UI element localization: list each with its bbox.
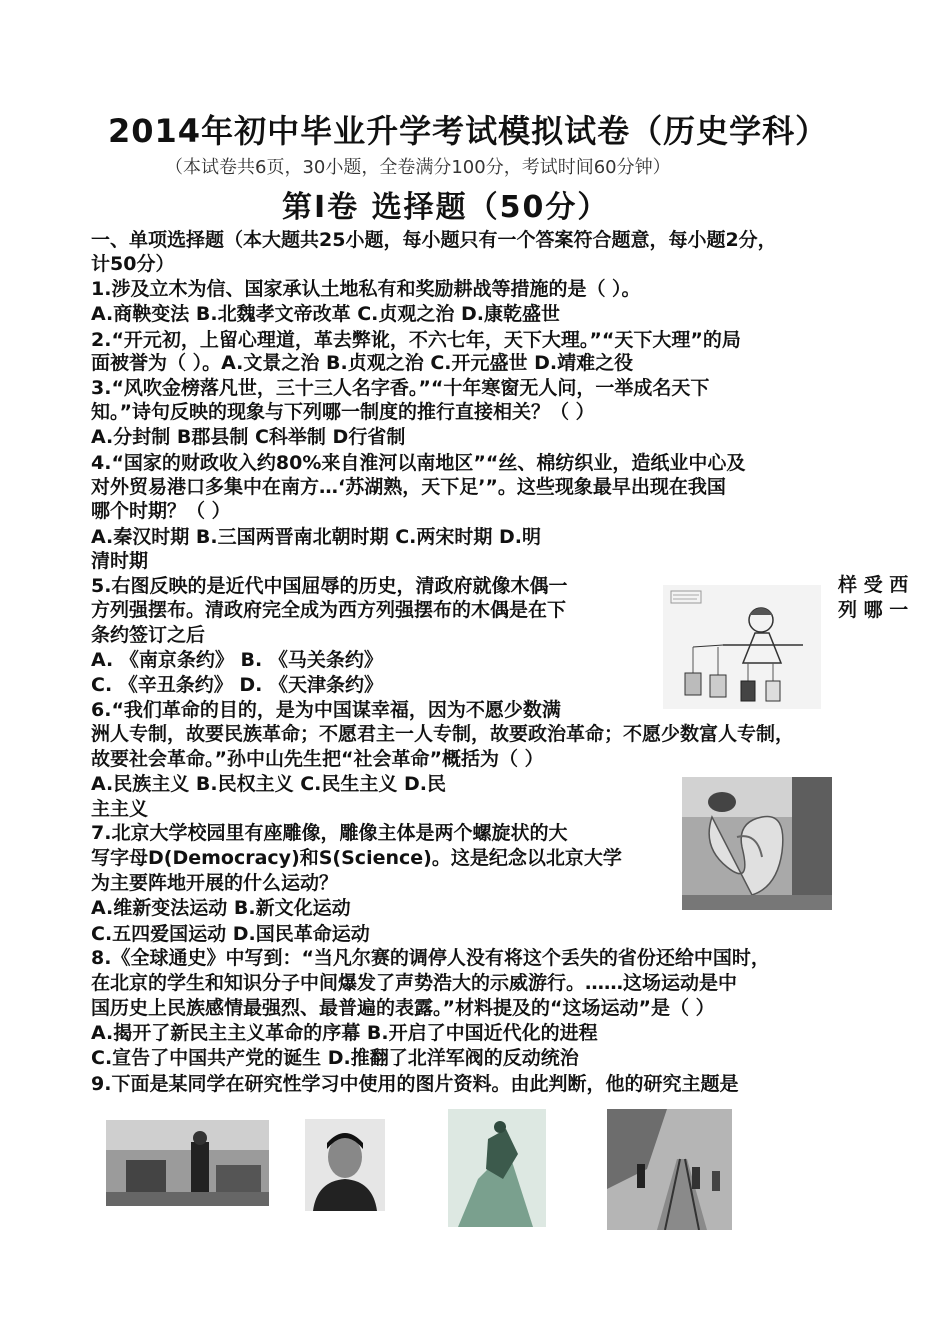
text-line: C.宣告了中国共产党的诞生 D.推翻了北洋军阀的反动统治: [91, 1047, 579, 1069]
page-title: 2014年初中毕业升学考试模拟试卷（历史学科）: [108, 112, 829, 150]
text-line: 在北京的学生和知识分子中间爆发了声势浩大的示威游行。……这场运动是中: [91, 972, 738, 994]
text-line: 7.北京大学校园里有座雕像，雕像主体是两个螺旋状的大: [91, 822, 568, 844]
text-line: 计50分）: [91, 253, 175, 275]
text-line: 2.“开元初，上留心理道，革去弊讹，不六七年，天下大理。”“天下大理”的局: [91, 329, 741, 351]
text-line: 6.“我们革命的目的，是为中国谋幸福，因为不愿少数满: [91, 699, 561, 721]
text-line: C.五四爱国运动 D.国民革命运动: [91, 923, 370, 945]
text-line: A. 《南京条约》 B. 《马关条约》: [91, 649, 383, 671]
text-line: 9.下面是某同学在研究性学习中使用的图片资料。由此判断，他的研究主题是: [91, 1073, 739, 1095]
text-line: 哪个时期？（ ）: [91, 500, 231, 522]
text-line: 对外贸易港口多集中在南方…‘苏湖熟，天下足’”。这些现象最早出现在我国: [91, 476, 726, 498]
q5-text-right-2: 列 哪 一: [838, 599, 909, 621]
text-line: 一、单项选择题（本大题共25小题，每小题只有一个答案符合题意，每小题2分，: [91, 229, 777, 251]
text-line: 知。”诗句反映的现象与下列哪一制度的推行直接相关？（ ）: [91, 401, 595, 423]
text-line: A.分封制 B郡县制 C科举制 D行省制: [91, 426, 406, 448]
railway-workers-photo: [607, 1109, 732, 1230]
text-line: A.民族主义 B.民权主义 C.民生主义 D.民: [91, 773, 446, 795]
section-heading: 第Ⅰ卷 选择题（50分）: [282, 190, 610, 225]
text-line: A.秦汉时期 B.三国两晋南北朝时期 C.两宋时期 D.明: [91, 526, 541, 548]
text-line: 8.《全球通史》中写到：“当凡尔赛的调停人没有将这个丢失的省份还给中国时，: [91, 947, 770, 969]
portrait-photo: [305, 1119, 385, 1211]
text-line: 4.“国家的财政收入约80%来自淮河以南地区”“丝、棉纺织业，造纸业中心及: [91, 452, 746, 474]
text-line: 为主要阵地开展的什么运动？: [91, 872, 339, 894]
puppet-cartoon-image: [663, 585, 821, 709]
text-line: 清时期: [91, 550, 149, 572]
q5-text-right-1: 样 受 西: [838, 574, 909, 596]
text-line: 写字母D(Democracy)和S(Science)。这是纪念以北京大学: [91, 847, 622, 869]
soldiers-photo: [106, 1120, 269, 1206]
text-line: 5.右图反映的是近代中国屈辱的历史，清政府就像木偶一: [91, 575, 568, 597]
text-line: 面被誉为（ ）。A.文景之治 B.贞观之治 C.开元盛世 D.靖难之役: [91, 352, 634, 374]
text-line: 方列强摆布。清政府完全成为西方列强摆布的木偶是在下: [91, 599, 567, 621]
text-line: 故要社会革命。”孙中山先生把“社会革命”概括为（ ）: [91, 748, 544, 770]
text-line: 条约签订之后: [91, 624, 206, 646]
text-line: 洲人专制，故要民族革命；不愿君主一人专制，故要政治革命；不愿少数富人专制，: [91, 723, 795, 745]
exam-instructions: （本试卷共6页，30小题，全卷满分100分，考试时间60分钟）: [165, 157, 671, 178]
text-line: 国历史上民族感情最强烈、最普遍的表露。”材料提及的“这场运动”是（ ）: [91, 997, 715, 1019]
text-line: 主主义: [91, 798, 149, 820]
text-line: 1.涉及立木为信、国家承认土地私有和奖励耕战等措施的是（ ）。: [91, 278, 641, 300]
sculpture-photo: [682, 777, 832, 910]
text-line: A.揭开了新民主主义革命的序幕 B.开启了中国近代化的进程: [91, 1022, 598, 1044]
text-line: C. 《辛丑条约》 D. 《天津条约》: [91, 674, 383, 696]
text-line: A.商鞅变法 B.北魏孝文帝改革 C.贞观之治 D.康乾盛世: [91, 303, 560, 325]
text-line: A.维新变法运动 B.新文化运动: [91, 897, 351, 919]
soldier-climbing-photo: [448, 1109, 546, 1227]
text-line: 3.“风吹金榜落凡世，三十三人名字香。”“十年寒窗无人问，一举成名天下: [91, 377, 710, 399]
